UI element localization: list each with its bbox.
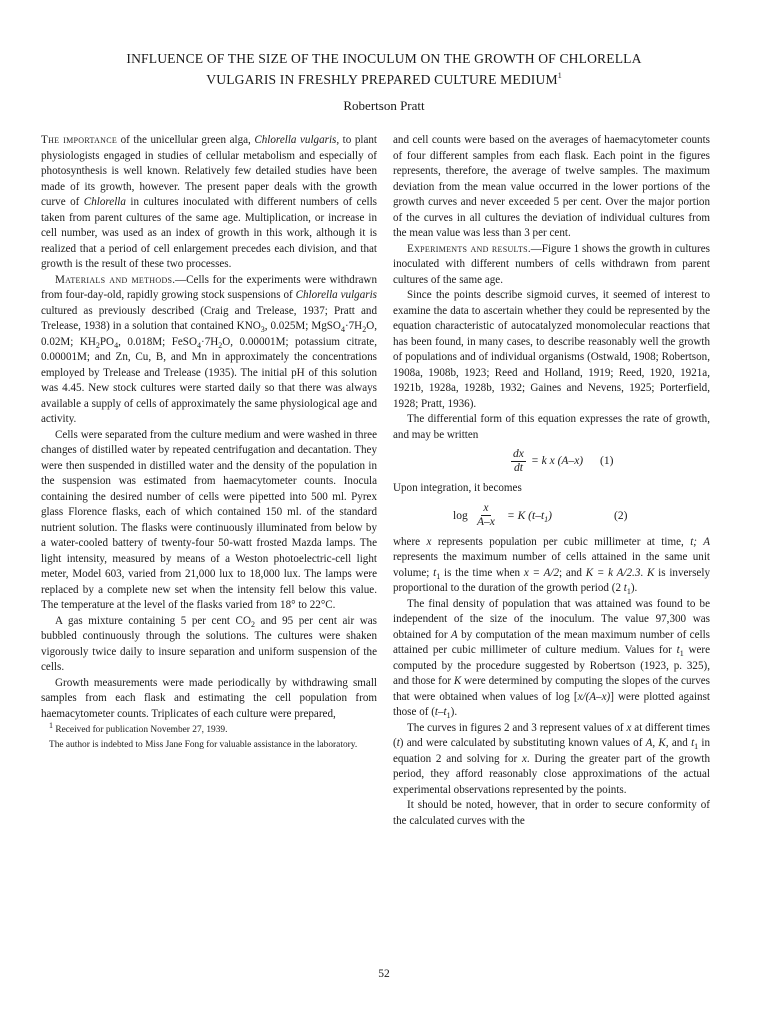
eq1-number: (1) — [600, 455, 614, 467]
title-line-1: INFLUENCE OF THE SIZE OF THE INOCULUM ON THE GROWTH OF CHLORELLA — [126, 51, 642, 66]
title-line-2: VULGARIS IN FRESHLY PREPARED CULTURE MEDIUM — [206, 72, 558, 87]
footnote-received: $^1$ Received for publication November 27, 1939. — [49, 721, 228, 735]
page-number: 52 — [378, 968, 390, 980]
methods-heading: Materials and methods — [55, 273, 173, 286]
right-column — [393, 133, 710, 829]
left-column — [41, 133, 377, 751]
gas-paragraph: A gas mixture containing 5 per cent $CO_2$ and 95 per cent air was bubbled continuously through the solutions. The cultures were shaken vigorously twice daily to insure separation and uniform suspension of the cells. — [41, 614, 377, 673]
eq2-number: (2) — [614, 509, 628, 522]
equation-1 — [393, 443, 710, 481]
eq1-fraction: $\frac{dx}{dt}$ — [513, 448, 524, 474]
eq2-fraction: $\frac{x}{A-x}$ — [477, 501, 495, 528]
continuation-paragraph: and cell counts were based on the averages of haemacytometer counts of four different samples from each flask. Each point in the figures represents, therefore, the average of twelve samples. The maximum deviation from the mean value occurred in the lower portions of the growth curves and never exceeded 5 per cent. Over the major portion of the curves in all cultures the deviation of individual cultures from the mean value was less than 3 per cent. — [393, 134, 710, 239]
methods-paragraph: Materials and methods.—Cells for the experiments were withdrawn from four-day-old, rapidly growing stock suspensions of Chlorella vulgaris cultured as previously described (Craig and Trelease, 1937; Pratt and Trelease, 1938) in a solution that contained $KNO_3$, 0.025M; $MgSO_4\cdot 7H_2O$, 0.02M; $KH_2PO_4$, 0.018M; $FeSO_4\cdot 7H_2O$, 0.00001M; potassium citrate, 0.00001M; and Zn, Cu, B, and Mn in approximately the concentrations employed by Trelease and Trelease (1935). The initial pH of this solution was 4.45. New stock cultures were started daily so that there was always available a supply of cells of approximately the same physiological age and activity. — [41, 273, 377, 425]
noted-paragraph: It should be noted, however, that in order to secure conformity of the calculated curves with the — [393, 799, 710, 827]
integration-line: Upon integration, it becomes — [393, 482, 522, 494]
differential-paragraph: The differential form of this equation expresses the rate of growth, and may be written — [393, 413, 710, 441]
equation-2 — [393, 497, 710, 535]
curves-paragraph: The curves in figures 2 and 3 represent values of x at different times (t) and were calculated by substituting known values of A, K, and $t_1$ in equation 2 and solving for x. During the greater part of the growth period, they afford reasonably close approximations of the actual experimental observations represented by the points. — [393, 721, 711, 796]
intro-paragraph: The importance of the unicellular green alga, Chlorella vulgaris, to plant physiologists engaged in studies of cellular metabolism and especially of photosynthesis is well known. Relatively few detailed studies have been made of its growth, however. The present paper deals with the growth curve of Chlorella in cultures inoculated with different numbers of cells taken from parent cultures of the same age. Multiplication, or increase in cell number, was used as an index of growth in this work, although it is realized that a period of cell enlargement precedes each division, and that growth is the result of these two processes. — [41, 134, 378, 270]
cells-paragraph: Cells were separated from the culture medium and were washed in three changes of distilled water by repeated centrifugation and decantation. They were then suspended in distilled water and the density of the population in the suspension was estimated from haemacytometer counts. Inocula containing the desired number of cells were pipetted into 500 ml. Pyrex glass Florence flasks, each of which contained 150 ml. of the standard nutrient solution. The flasks were continuously illuminated from below by a water-cooled battery of twenty-four 50-watt frosted Mazda lamps. The light intensity, measured by means of a Weston photoelectric-cell light meter, Model 603, varied from 21,000 lux to 18,000 lux. The lamps were replaced by a complete new set when the intensity fell below this value. The temperature at the level of the flasks varied from 18° to 22°C. — [41, 428, 377, 611]
where-paragraph: where x represents population per cubic millimeter at time, t; A represents the maximum number of cells attained in the same unit volume; $t_1$ is the time when x = A/2; and K = k A/2.3. K is inversely proportional to the duration of the growth period (2 $t_1$). — [393, 535, 710, 596]
eq2-log: log — [453, 509, 468, 522]
final-density-paragraph: The final density of population that was attained was found to be independent of the size of the inoculum. The value 97,300 was obtained for A by computation of the mean maximum number of cells attained per cubic millimeter of culture medium. Values for $t_1$ were computed by the procedure suggested by Robertson (1923, p. 325), and those for K were determined by computing the slopes of the curves that were obtained when values of log [x/(A–x)] were plotted against those of $(t-t_1)$. — [393, 597, 711, 720]
eq2-rhs: = K $(t-t_1)$ — [507, 509, 552, 524]
growth-paragraph: Growth measurements were made periodically by withdrawing small samples from each flask and estimating the cell population from haemacytometer counts. Triplicates of each culture were prepared, — [41, 676, 377, 720]
experiments-heading: Experiments and results — [407, 242, 528, 255]
author-name: Robertson Pratt — [343, 98, 425, 113]
sigmoid-paragraph: Since the points describe sigmoid curves, it seemed of interest to examine the data to ascertain whether they could be represented by the equation characteristic of autocatalyzed monomolecular reactions that has been found, in many cases, to describe reasonably well the growth of populations and of individual organisms (Ostwald, 1908; Robertson, 1908a, 1908b, 1923; Reed and Holland, 1919; Reed, 1920, 1921a, 1921b, 1928a, 1928b, 1932; Gaines and Nevens, 1925; Porterfield, 1928; Pratt, 1936). — [393, 289, 710, 410]
footnote-acknowledgment: The author is indebted to Miss Jane Fong for valuable assistance in the laboratory. — [49, 739, 358, 750]
experiments-paragraph: Experiments and results.—Figure 1 shows the growth in cultures inoculated with different numbers of cells withdrawn from parent cultures of the same age. — [393, 242, 710, 286]
title-footnote-mark: 1 — [557, 71, 562, 80]
eq1-rhs: = k x (A–x) — [531, 455, 584, 467]
article-title — [40, 48, 728, 90]
